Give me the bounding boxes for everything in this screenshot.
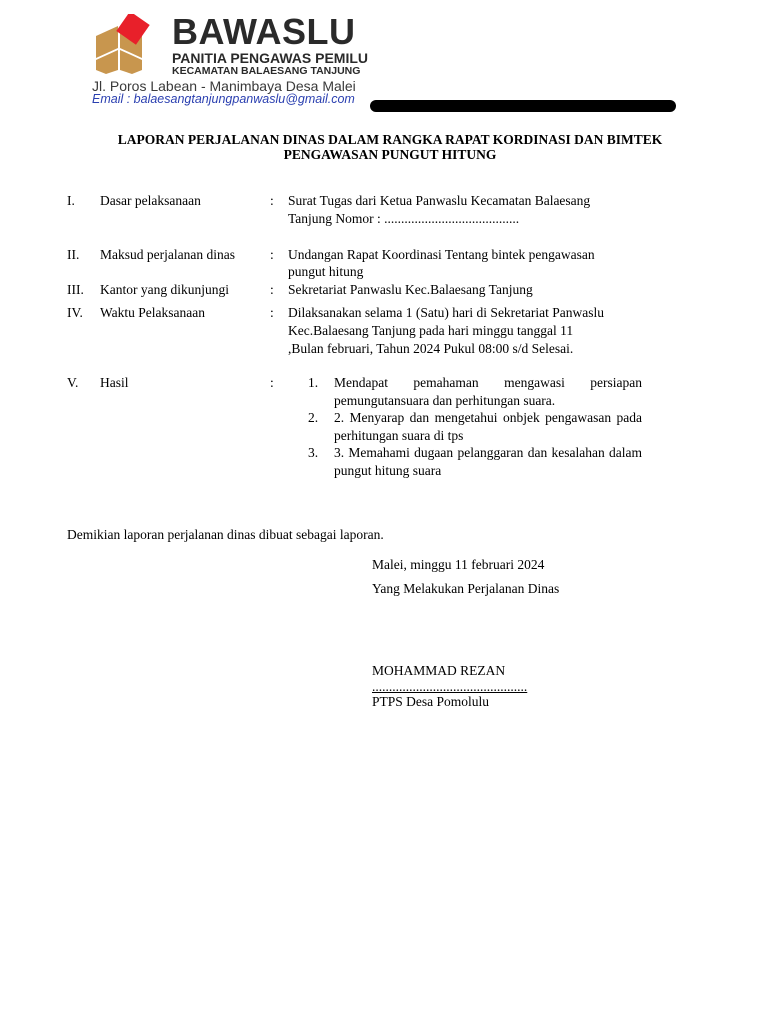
report-title-line1: LAPORAN PERJALANAN DINAS DALAM RANGKA RAPAT KORDINASI DAN BIMTEK [117, 132, 663, 147]
redaction-bar [370, 100, 676, 112]
row-label: Hasil [100, 375, 129, 390]
row-value-line: Undangan Rapat Koordinasi Tentang bintek pengawasan [288, 247, 595, 262]
row-colon: : [270, 282, 274, 297]
signature-role: Yang Melakukan Perjalanan Dinas [372, 581, 560, 596]
list-item-text: 2. Menyarap dan mengetahui onbjek pengawasan pada perhitungan suara di tps [334, 410, 642, 443]
closing-statement: Demikian laporan perjalanan dinas dibuat sebagai laporan. [67, 527, 384, 542]
row-value-line: Tanjung Nomor : ........................................ [288, 211, 520, 226]
row-value-line: Kec.Balaesang Tanjung pada hari minggu tanggal 11 [288, 323, 574, 338]
row-label: Maksud perjalanan dinas [100, 247, 235, 262]
list-item-number: 2. [308, 410, 319, 425]
row-value-line: Sekretariat Panwaslu Kec.Balaesang Tanjung [288, 282, 533, 297]
report-title-line2: PENGAWASAN PUNGUT HITUNG [283, 147, 497, 162]
signature-place-date: Malei, minggu 11 februari 2024 [372, 557, 545, 572]
list-item-number: 3. [308, 445, 319, 460]
list-item [288, 444, 642, 479]
row-value-line: pungut hitung [288, 264, 364, 279]
row-label: Kantor yang dikunjungi [100, 282, 229, 297]
org-subtitle: PANITIA PENGAWAS PEMILU [172, 50, 369, 66]
org-address: Jl. Poros Labean - Manimbaya Desa Malei [92, 78, 356, 94]
org-email: Email : balaesangtanjungpanwaslu@gmail.com [92, 92, 355, 106]
signature-name: MOHAMMAD REZAN [372, 663, 506, 678]
row-label: Waktu Pelaksanaan [100, 305, 206, 320]
org-name: BAWASLU [172, 11, 356, 52]
row-number: V. [67, 375, 79, 390]
list-item [288, 374, 642, 409]
list-item-number: 1. [308, 375, 319, 390]
signature-position: PTPS Desa Pomolulu [372, 694, 490, 709]
row-number: I. [67, 193, 75, 208]
row-colon: : [270, 193, 274, 208]
row-number: II. [67, 247, 80, 262]
row-value-line: Dilaksanakan selama 1 (Satu) hari di Sekretariat Panwaslu [288, 305, 605, 320]
hasil-list [288, 374, 642, 479]
row-value-line: Surat Tugas dari Ketua Panwaslu Kecamatan Balaesang [288, 193, 591, 208]
row-colon: : [270, 247, 274, 262]
row-value-line: ,Bulan februari, Tahun 2024 Pukul 08:00 s/d Selesai. [288, 341, 574, 356]
list-item [288, 409, 642, 444]
list-item-text: 3. Memahami dugaan pelanggaran dan kesalahan dalam pungut hitung suara [334, 445, 642, 478]
row-number: III. [67, 282, 84, 297]
org-district: KECAMATAN BALAESANG TANJUNG [172, 65, 361, 77]
row-label: Dasar pelaksanaan [100, 193, 201, 208]
row-colon: : [270, 305, 274, 320]
list-item-text: Mendapat pemahaman mengawasi persiapan pemungutansuara dan perhitungan suara. [334, 375, 642, 408]
row-colon: : [270, 375, 274, 390]
report-title [60, 132, 720, 162]
signature-line: .............................................. [372, 679, 528, 694]
row-number: IV. [67, 305, 83, 320]
bawaslu-logo [92, 14, 158, 76]
